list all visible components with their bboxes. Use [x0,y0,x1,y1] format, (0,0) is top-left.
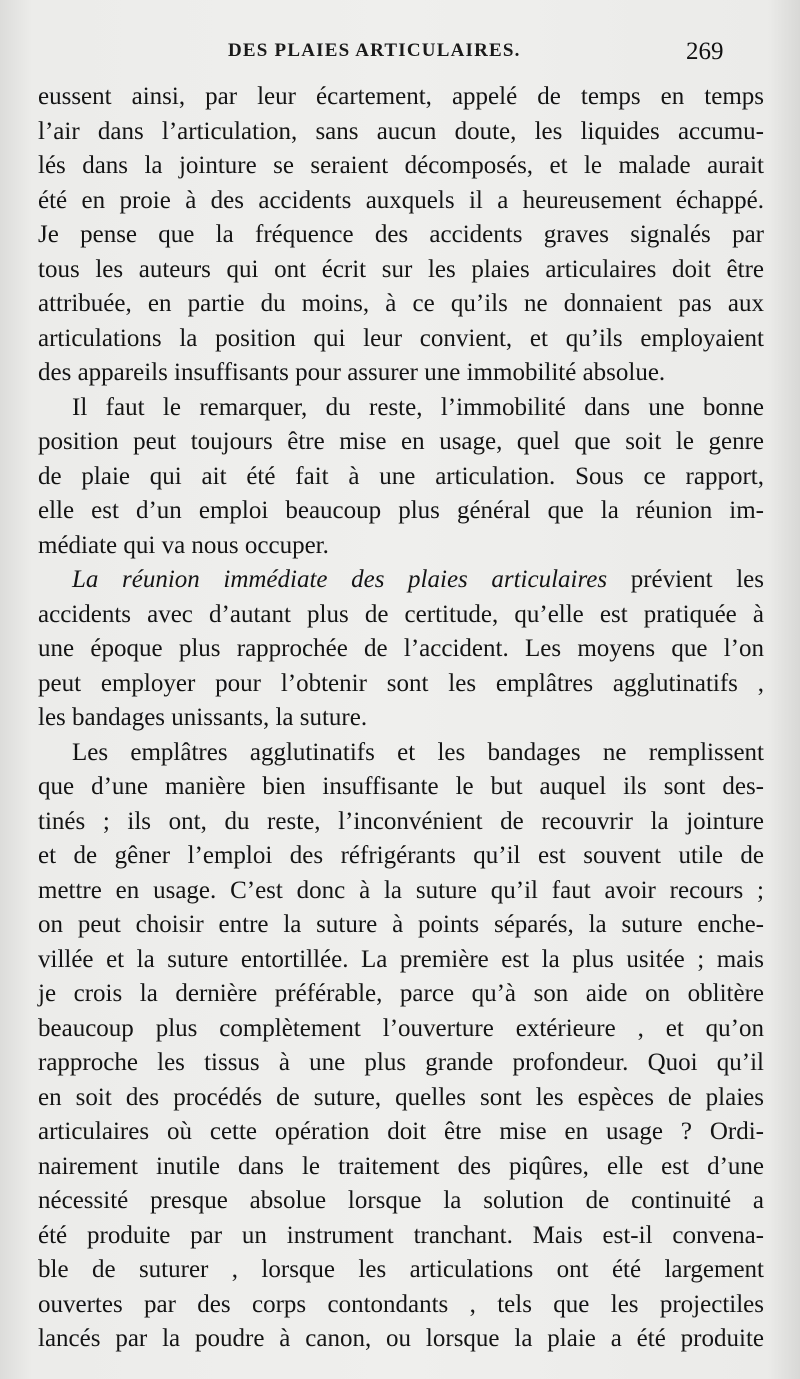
line-text: position peut toujours être mise en usage, quel que soit le genre [38,428,764,455]
line-text: tous les auteurs qui ont écrit sur les plaies articulaires doit être [38,255,764,283]
text-line [38,149,764,184]
line-text: articulaires où cette opération doit être mise en usage ? Ordi- [38,1118,764,1145]
italic-text: La réunion immédiate des plaies articulaires [72,566,608,593]
text-line [38,1150,764,1185]
running-head [0,38,800,68]
text-line [38,977,764,1012]
line-text: en soit des procédés de suture, quelles sont les espèces de plaies [38,1083,764,1111]
line-text: ouvertes par des corps contondants , tels que les projectiles [38,1290,764,1318]
line-text: accidents avec d’autant plus de certitude, qu’elle est pratiquée à [38,600,764,628]
line-text: l’air dans l’articulation, sans aucun doute, les liquides accumu- [38,117,764,145]
text-line [38,356,764,391]
text-line [38,494,764,529]
line-text: nécessité presque absolue lorsque la solution de continuité a [38,1187,764,1214]
page-number: 269 [686,38,724,65]
line-text: médiate qui va nous occuper. [38,531,329,559]
line-text: rapproche les tissus à une plus grande profondeur. Quoi qu’il [38,1049,764,1076]
line-text: ble de suturer , lorsque les articulations ont été largement [38,1256,764,1283]
text-line [38,184,764,219]
text-line [38,805,764,840]
line-text: Je pense que la fréquence des accidents graves signalés par [38,221,764,248]
text-line [38,218,764,253]
line-text: des appareils insuffisants pour assurer une immobilité absolue. [38,359,666,386]
text-line [38,115,764,150]
line-text: de plaie qui ait été fait à une articulation. Sous ce rapport, [38,462,764,490]
line-text: articulations la position qui leur convient, et qu’ils employaient [38,324,764,352]
line-text: Les emplâtres agglutinatifs et les bandages ne remplissent [72,738,764,766]
text-line [38,874,764,909]
line-text: attribuée, en partie du moins, à ce qu’ils ne donnaient pas aux [38,290,764,317]
text-line [38,839,764,874]
text-line [38,632,764,667]
line-text: été produite par un instrument tranchant. Mais est-il convena- [38,1221,764,1249]
line-text: lés dans la jointure se seraient décomposés, et le malade aurait [38,152,764,179]
text-line [38,1184,764,1219]
line-text: une époque plus rapprochée de l’accident. Les moyens que l’on [38,635,764,662]
text-line [38,1288,764,1323]
line-text: nairement inutile dans le traitement des piqûres, elle est d’une [38,1152,764,1180]
line-text: mettre en usage. C’est donc à la suture qu’il faut avoir recours ; [38,876,764,904]
text-line [38,391,764,426]
text-line [38,287,764,322]
text-line [38,1012,764,1047]
line-text: villée et la suture entortillée. La première est la plus usitée ; mais [38,945,764,973]
text-line [38,1253,764,1288]
line-text: été en proie à des accidents auxquels il a heureusement échappé. [38,186,764,214]
running-title: DES PLAIES ARTICULAIRES. [228,40,521,61]
text-line [38,1081,764,1116]
line-text: eussent ainsi, par leur écartement, appelé de temps en temps [38,83,764,110]
text-line [38,943,764,978]
text-line [38,253,764,288]
body-text [38,80,764,1357]
text-line [38,1115,764,1150]
line-text: peut employer pour l’obtenir sont les emplâtres agglutinatifs , [38,669,764,697]
text-line [38,563,764,598]
line-text: elle est d’un emploi beaucoup plus général que la réunion im- [38,497,764,524]
text-line [38,770,764,805]
line-text: les bandages unissants, la suture. [38,704,368,731]
text-line [38,908,764,943]
line-text: on peut choisir entre la suture à points séparés, la suture enche- [38,911,764,938]
text-line [38,667,764,702]
line-text: et de gêner l’emploi des réfrigérants qu’il est souvent utile de [38,842,764,869]
line-text: je crois la dernière préférable, parce qu’à son aide on oblitère [38,980,764,1007]
text-line [38,1219,764,1254]
line-text: que d’une manière bien insuffisante le but auquel ils sont des- [38,773,764,800]
line-text: tinés ; ils ont, du reste, l’inconvénient de recouvrir la jointure [38,807,764,835]
text-line [38,529,764,564]
text-line [38,736,764,771]
text-line [38,1322,764,1357]
line-text: prévient les [607,566,764,593]
text-line [38,322,764,357]
text-line [38,80,764,115]
text-line [38,460,764,495]
line-text: beaucoup plus complètement l’ouverture extérieure , et qu’on [38,1014,764,1042]
text-line [38,701,764,736]
text-line [38,1046,764,1081]
text-line [38,425,764,460]
line-text: Il faut le remarquer, du reste, l’immobilité dans une bonne [72,393,764,421]
text-line [38,598,764,633]
line-text: lancés par la poudre à canon, ou lorsque la plaie a été produite [38,1325,764,1352]
